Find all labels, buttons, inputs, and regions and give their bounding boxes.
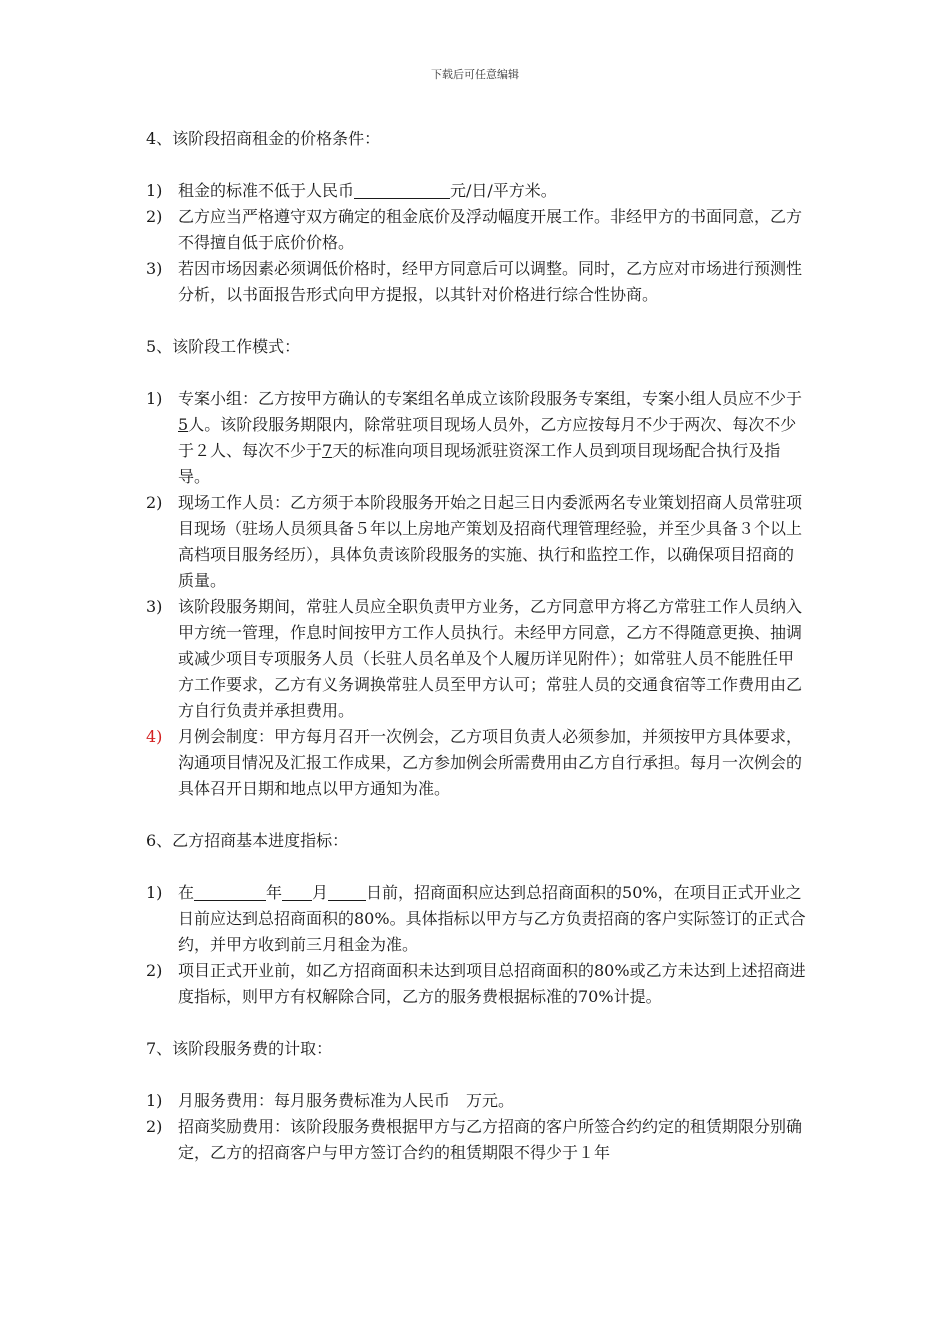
fill-in-blank xyxy=(354,180,450,199)
item-text: 月 xyxy=(312,883,329,902)
item-text: 在 xyxy=(178,883,195,902)
list-item xyxy=(146,204,806,256)
list-item xyxy=(146,386,806,490)
item-text: 专案小组：乙方按甲方确认的专案组名单成立该阶段服务专案组，专案小组人员应不少于 xyxy=(178,389,803,408)
item-number: 1) xyxy=(146,181,163,200)
list-item xyxy=(146,880,806,958)
item-text: 月服务费用：每月服务费标准为人民币 万元。 xyxy=(178,1091,515,1110)
item-number: 1) xyxy=(146,389,163,408)
item-text: 该阶段服务期间，常驻人员应全职负责甲方业务，乙方同意甲方将乙方常驻工作人员纳入甲方统一管理，作息时间按甲方工作人员执行。未经甲方同意，乙方不得随意更换、抽调或减少项目专项服务人员（长驻人员名单及个人履历详见附件）；如常驻人员不能胜任甲方工作要求，乙方有义务调换常驻人员至甲方认可；常驻人员的交通食宿等工作费用由乙方自行负责并承担费用。 xyxy=(178,597,803,720)
item-number: 2) xyxy=(146,207,163,226)
underlined-number: 7 xyxy=(322,441,333,460)
item-text: 项目正式开业前，如乙方招商面积未达到项目总招商面积的80%或乙方未达到上述招商进度指标，则甲方有权解除合同，乙方的服务费根据标准的70%计提。 xyxy=(178,961,806,1006)
item-text: 现场工作人员：乙方须于本阶段服务开始之日起三日内委派两名专业策划招商人员常驻项目现场（驻场人员须具备５年以上房地产策划及招商代理管理经验，并至少具备３个以上高档项目服务经历），具体负责该阶段服务的实施、执行和监控工作，以确保项目招商的质量。 xyxy=(178,493,803,590)
item-text: 月例会制度：甲方每月召开一次例会，乙方项目负责人必须参加，并须按甲方具体要求，沟通项目情况及汇报工作成果，乙方参加例会所需费用由乙方自行承担。每月一次例会的具体召开日期和地点以甲方通知为准。 xyxy=(178,727,803,798)
item-number: 3) xyxy=(146,597,163,616)
item-text: 人。该阶段服务期限内，除常驻项目现场人员外，乙方应按每月不少于两次、每次不少于２人、每次不少于 xyxy=(178,415,797,460)
item-text: 租金的标准不低于人民币 xyxy=(178,181,355,200)
section-6-heading: 6、乙方招商基本进度指标： xyxy=(146,831,349,850)
item-number: 3) xyxy=(146,259,163,278)
list-item xyxy=(146,178,806,204)
section-4-heading: 4、该阶段招商租金的价格条件： xyxy=(146,129,381,148)
item-text: 年 xyxy=(266,883,283,902)
item-number: 2) xyxy=(146,493,163,512)
section-5-list xyxy=(146,386,806,802)
item-number: 4) xyxy=(146,727,163,746)
fill-in-blank xyxy=(282,882,312,901)
page-header: 下载后可任意编辑 xyxy=(431,68,519,81)
fill-in-blank xyxy=(328,882,366,901)
fill-in-blank xyxy=(194,882,266,901)
item-number: 1) xyxy=(146,1091,163,1110)
list-item xyxy=(146,256,806,308)
section-4-list xyxy=(146,178,806,308)
item-number: 2) xyxy=(146,961,163,980)
list-item xyxy=(146,958,806,1010)
list-item xyxy=(146,724,806,802)
list-item xyxy=(146,1114,806,1166)
section-6-list xyxy=(146,880,806,1010)
item-text: 日前，招商面积应达到总招商面积的50%，在项目正式开业之日前应达到总招商面积的80%。具体指标以甲方与乙方负责招商的客户实际签订的正式合约，并甲方收到前三月租金为准。 xyxy=(178,883,806,954)
item-number: 2) xyxy=(146,1117,163,1136)
list-item xyxy=(146,1088,806,1114)
item-text: 若因市场因素必须调低价格时，经甲方同意后可以调整。同时，乙方应对市场进行预测性分析，以书面报告形式向甲方提报，以其针对价格进行综合性协商。 xyxy=(178,259,803,304)
underlined-number: 5 xyxy=(178,415,189,434)
section-7-heading: 7、该阶段服务费的计取： xyxy=(146,1039,333,1058)
item-text: 招商奖励费用：该阶段服务费根据甲方与乙方招商的客户所签合约约定的租赁期限分别确定，乙方的招商客户与甲方签订合约的租赁期限不得少于１年 xyxy=(178,1117,803,1162)
list-item xyxy=(146,594,806,724)
item-text: 元/日/平方米。 xyxy=(450,181,557,200)
item-number: 1) xyxy=(146,883,163,902)
section-7-list xyxy=(146,1088,806,1166)
section-5-heading: 5、该阶段工作模式： xyxy=(146,337,301,356)
item-text: 天的标准向项目现场派驻资深工作人员到项目现场配合执行及指导。 xyxy=(178,441,781,486)
document-body xyxy=(146,126,806,1192)
item-text: 乙方应当严格遵守双方确定的租金底价及浮动幅度开展工作。非经甲方的书面同意，乙方不得擅自低于底价价格。 xyxy=(178,207,803,252)
list-item xyxy=(146,490,806,594)
